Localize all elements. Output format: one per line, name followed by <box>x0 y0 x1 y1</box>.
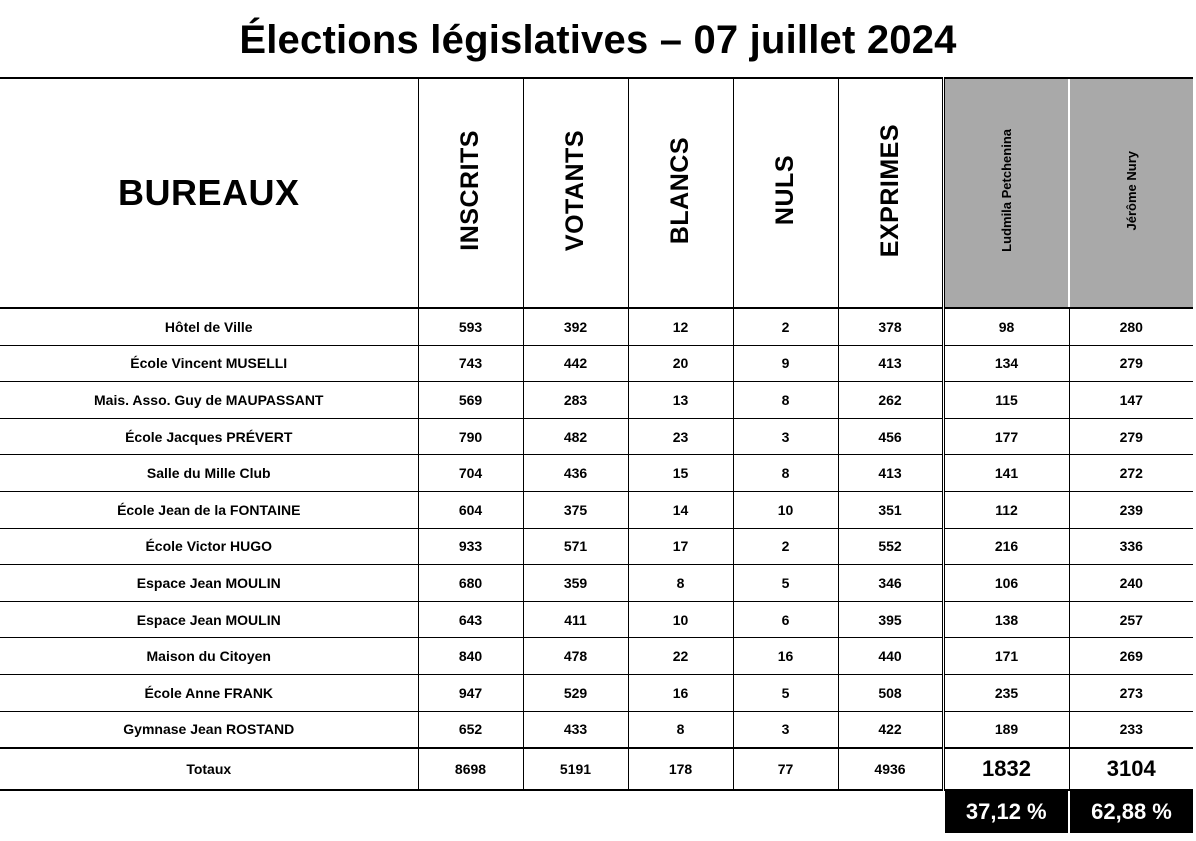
cell-votants: 436 <box>523 455 628 492</box>
cell-exprimes: 413 <box>838 345 943 382</box>
cell-nuls: 9 <box>733 345 838 382</box>
cell-blancs: 15 <box>628 455 733 492</box>
cell-candidate-1: 216 <box>943 528 1069 565</box>
cell-votants: 375 <box>523 491 628 528</box>
table-row <box>0 382 1193 419</box>
total-blancs: 178 <box>628 748 733 790</box>
bureau-name: Mais. Asso. Guy de MAUPASSANT <box>0 382 418 419</box>
cell-candidate-1: 177 <box>943 418 1069 455</box>
cell-inscrits: 790 <box>418 418 523 455</box>
cell-nuls: 6 <box>733 601 838 638</box>
total-inscrits: 8698 <box>418 748 523 790</box>
cell-nuls: 2 <box>733 308 838 345</box>
table-row <box>0 418 1193 455</box>
cell-blancs: 8 <box>628 565 733 602</box>
table-row <box>0 455 1193 492</box>
cell-exprimes: 346 <box>838 565 943 602</box>
header-votants: VOTANTS <box>561 129 589 252</box>
page-title: Élections législatives – 07 juillet 2024 <box>239 18 957 62</box>
cell-candidate-2: 280 <box>1069 308 1193 345</box>
cell-candidate-2: 273 <box>1069 674 1193 711</box>
cell-votants: 478 <box>523 638 628 675</box>
cell-exprimes: 413 <box>838 455 943 492</box>
header-row <box>0 78 1193 308</box>
cell-nuls: 8 <box>733 455 838 492</box>
cell-blancs: 22 <box>628 638 733 675</box>
cell-votants: 433 <box>523 711 628 748</box>
cell-exprimes: 422 <box>838 711 943 748</box>
header-blancs: BLANCS <box>666 136 694 245</box>
cell-candidate-1: 98 <box>943 308 1069 345</box>
bureau-name: École Jean de la FONTAINE <box>0 491 418 528</box>
bureau-name: Hôtel de Ville <box>0 308 418 345</box>
cell-votants: 359 <box>523 565 628 602</box>
header-candidate-2-cell <box>1069 78 1193 308</box>
cell-votants: 392 <box>523 308 628 345</box>
cell-blancs: 10 <box>628 601 733 638</box>
cell-inscrits: 704 <box>418 455 523 492</box>
header-candidate-2: Jérôme Nury <box>1124 150 1139 231</box>
cell-candidate-1: 115 <box>943 382 1069 419</box>
table-row <box>0 491 1193 528</box>
table-row <box>0 601 1193 638</box>
cell-nuls: 16 <box>733 638 838 675</box>
table-row <box>0 711 1193 748</box>
totals-label: Totaux <box>0 748 418 790</box>
cell-candidate-2: 336 <box>1069 528 1193 565</box>
header-exprimes-cell <box>838 78 943 308</box>
cell-votants: 482 <box>523 418 628 455</box>
header-inscrits: INSCRITS <box>456 130 484 251</box>
table-row <box>0 308 1193 345</box>
table-row <box>0 674 1193 711</box>
cell-exprimes: 378 <box>838 308 943 345</box>
header-candidate-1: Ludmila Petchenina <box>998 129 1014 252</box>
cell-candidate-2: 257 <box>1069 601 1193 638</box>
cell-blancs: 12 <box>628 308 733 345</box>
cell-candidate-1: 138 <box>943 601 1069 638</box>
bureau-name: Espace Jean MOULIN <box>0 565 418 602</box>
cell-nuls: 8 <box>733 382 838 419</box>
cell-votants: 411 <box>523 601 628 638</box>
cell-candidate-1: 189 <box>943 711 1069 748</box>
cell-candidate-1: 141 <box>943 455 1069 492</box>
cell-votants: 529 <box>523 674 628 711</box>
cell-nuls: 5 <box>733 674 838 711</box>
cell-candidate-2: 269 <box>1069 638 1193 675</box>
header-nuls-cell <box>733 78 838 308</box>
cell-candidate-2: 272 <box>1069 455 1193 492</box>
header-nuls: NULS <box>771 155 799 226</box>
cell-nuls: 3 <box>733 418 838 455</box>
table-row <box>0 565 1193 602</box>
table-row <box>0 638 1193 675</box>
header-bureaux: BUREAUX <box>0 78 418 308</box>
header-blancs-cell <box>628 78 733 308</box>
total-exprimes: 4936 <box>838 748 943 790</box>
cell-exprimes: 508 <box>838 674 943 711</box>
cell-inscrits: 680 <box>418 565 523 602</box>
cell-inscrits: 604 <box>418 491 523 528</box>
header-inscrits-cell <box>418 78 523 308</box>
cell-inscrits: 643 <box>418 601 523 638</box>
cell-candidate-2: 239 <box>1069 491 1193 528</box>
cell-blancs: 13 <box>628 382 733 419</box>
bureau-name: École Anne FRANK <box>0 674 418 711</box>
cell-nuls: 5 <box>733 565 838 602</box>
cell-inscrits: 840 <box>418 638 523 675</box>
cell-inscrits: 947 <box>418 674 523 711</box>
cell-votants: 283 <box>523 382 628 419</box>
cell-exprimes: 552 <box>838 528 943 565</box>
totals-row <box>0 748 1193 790</box>
cell-blancs: 23 <box>628 418 733 455</box>
header-exprimes: EXPRIMES <box>875 123 904 258</box>
cell-blancs: 17 <box>628 528 733 565</box>
bureau-name: Espace Jean MOULIN <box>0 601 418 638</box>
results-table <box>0 77 1193 833</box>
cell-candidate-2: 233 <box>1069 711 1193 748</box>
cell-candidate-2: 279 <box>1069 418 1193 455</box>
percentage-candidate-1: 37,12 % <box>943 790 1069 833</box>
cell-candidate-1: 112 <box>943 491 1069 528</box>
header-candidate-1-cell <box>943 78 1069 308</box>
cell-inscrits: 743 <box>418 345 523 382</box>
total-candidate-2: 3104 <box>1069 748 1193 790</box>
cell-blancs: 20 <box>628 345 733 382</box>
bureau-name: Gymnase Jean ROSTAND <box>0 711 418 748</box>
bureau-name: Maison du Citoyen <box>0 638 418 675</box>
percentage-row <box>0 790 1193 833</box>
cell-exprimes: 262 <box>838 382 943 419</box>
cell-inscrits: 593 <box>418 308 523 345</box>
total-votants: 5191 <box>523 748 628 790</box>
cell-votants: 442 <box>523 345 628 382</box>
cell-exprimes: 456 <box>838 418 943 455</box>
bureau-name: École Vincent MUSELLI <box>0 345 418 382</box>
cell-candidate-2: 240 <box>1069 565 1193 602</box>
table-row <box>0 345 1193 382</box>
bureau-name: École Victor HUGO <box>0 528 418 565</box>
percentage-candidate-2: 62,88 % <box>1069 790 1193 833</box>
cell-exprimes: 351 <box>838 491 943 528</box>
cell-exprimes: 395 <box>838 601 943 638</box>
cell-blancs: 8 <box>628 711 733 748</box>
cell-blancs: 16 <box>628 674 733 711</box>
total-candidate-1: 1832 <box>943 748 1069 790</box>
bureau-name: Salle du Mille Club <box>0 455 418 492</box>
cell-blancs: 14 <box>628 491 733 528</box>
cell-nuls: 2 <box>733 528 838 565</box>
cell-candidate-1: 134 <box>943 345 1069 382</box>
cell-candidate-2: 147 <box>1069 382 1193 419</box>
total-nuls: 77 <box>733 748 838 790</box>
table-row <box>0 528 1193 565</box>
cell-exprimes: 440 <box>838 638 943 675</box>
cell-candidate-2: 279 <box>1069 345 1193 382</box>
cell-nuls: 10 <box>733 491 838 528</box>
cell-candidate-1: 171 <box>943 638 1069 675</box>
cell-inscrits: 652 <box>418 711 523 748</box>
cell-nuls: 3 <box>733 711 838 748</box>
cell-candidate-1: 235 <box>943 674 1069 711</box>
cell-inscrits: 933 <box>418 528 523 565</box>
bureau-name: École Jacques PRÉVERT <box>0 418 418 455</box>
cell-inscrits: 569 <box>418 382 523 419</box>
cell-candidate-1: 106 <box>943 565 1069 602</box>
cell-votants: 571 <box>523 528 628 565</box>
header-votants-cell <box>523 78 628 308</box>
